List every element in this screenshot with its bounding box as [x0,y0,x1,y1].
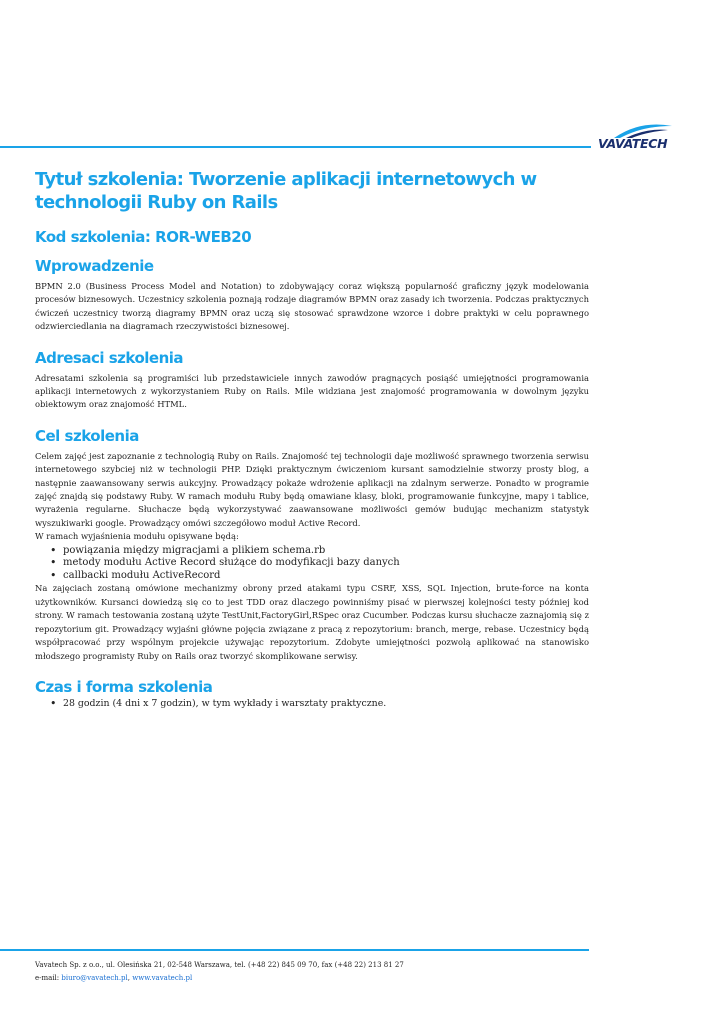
section-title-audience: Adresaci szkolenia [35,348,184,367]
footer-contact [35,972,595,985]
logo-text: VAVATECH [598,136,668,151]
footer [35,959,595,985]
footer-address: Vavatech Sp. z o.o., ul. Olesińska 21, 02-548 Warszawa, tel. (+48 22) 845 09 70, fax (+48 22) 213 81 27 [35,961,404,969]
document-body [35,168,589,711]
intro-text: BPMN 2.0 (Business Process Model and Notation) to zdobywający coraz większą popularność graficzny język modelowania procesów biznesowych. Uczestnicy szkolenia poznają rodzaje diagramów BPMN oraz zasady ich tworzenia. Podczas praktycznych ćwiczeń uczestnicy tworzą diagramy BPMN oraz uczą się stosować sprawdzone wzorce i dobre praktyki w celu poprawnego odzwierciedlania na diagramach rzeczywistości biznesowej. [35,281,589,332]
goal-bullet-list [35,545,589,583]
duration-bullet-list [35,698,589,711]
page-title: Tytuł szkolenia: Tworzenie aplikacji internetowych w technologii Ruby on Rails [35,169,537,213]
email-link[interactable]: biuro@vavatech.pl [61,974,128,982]
audience-text: Adresatami szkolenia są programiści lub przedstawiciele innych zawodów pragnących posiąść umiejętności programowania aplikacji internetowych z wykorzystaniem Ruby on Rails. Mile widziana jest znajomość programowania w dowolnym języku obiektowym oraz znajomość HTML. [35,372,589,410]
footer-divider [0,949,589,951]
website-link[interactable]: www.vavatech.pl [132,974,193,982]
goal-text-continued: Na zajęciach zostaną omówione mechanizmy obrony przed atakami typu CSRF, XSS, SQL Injection, brute-force na konta użytkowników. Kursanci dowiedzą się co to jest TDD oraz dlaczego powinniśmy pisać w pierwszej kolejności testy później kod strony. W ramach testowania zostaną użyte TestUnit,FactoryGirl,RSpec oraz Cucumber. Podczas kursu słuchacze zaznajomią się z repozytorium git. Prowadzący wyjaśni główne pojęcia związane z pracą z repozytorium: branch, merge, rebase. Uczestnicy będą współpracować przy wspólnym projekcie używając repozytorium. Zdobyte umiejętności pozwolą aplikować na stanowisko młodszego programisty Ruby on Rails oraz tworzyć skomplikowane serwisy. [35,583,589,661]
footer-separator: , [127,974,130,982]
section-title-goal: Cel szkolenia [35,426,139,445]
section-title-intro: Wprowadzenie [35,257,154,275]
section-title-duration: Czas i forma szkolenia [35,677,213,696]
header-divider [0,146,591,148]
goal-text: Celem zajęć jest zapoznanie z technologią Ruby on Rails. Znajomość tej technologii daje możliwość sprawnego tworzenia serwisu internetowego szybciej niż w technologii PHP. Dzięki praktycznym ćwiczeniom kursant samodzielnie stworzy prosty blog, a następnie zaawansowany serwis aukcyjny. Prowadzący pokaże wdrożenie aplikacji na zdalnym serwerze. Ponadto w programie zajęć znajdą się podstawy Ruby. W ramach modułu Ruby będą omawiane klasy, bloki, programowanie funkcyjne, mapy i tablice, wyrażenia regularne. Słuchacze będą wykorzystywać zaawansowane możliwości gemów budując mechanizm statystyk wyszukiwarki google. Prowadzący omówi szczegółowo moduł Active Record. [35,450,589,528]
vavatech-logo [598,124,690,152]
email-label: e-mail: [35,974,60,982]
list-item: • metody modułu Active Record służące do modyfikacji bazy danych [63,557,589,570]
list-item: • 28 godzin (4 dni x 7 godzin), w tym wykłady i warsztaty praktyczne. [63,698,589,711]
course-code: Kod szkolenia: ROR-WEB20 [35,228,252,246]
list-item: • callbacki modułu ActiveRecord [63,570,589,583]
goal-list-intro: W ramach wyjaśnienia modułu opisywane będą: [35,531,239,542]
list-item: • powiązania między migracjami a plikiem schema.rb [63,545,589,558]
